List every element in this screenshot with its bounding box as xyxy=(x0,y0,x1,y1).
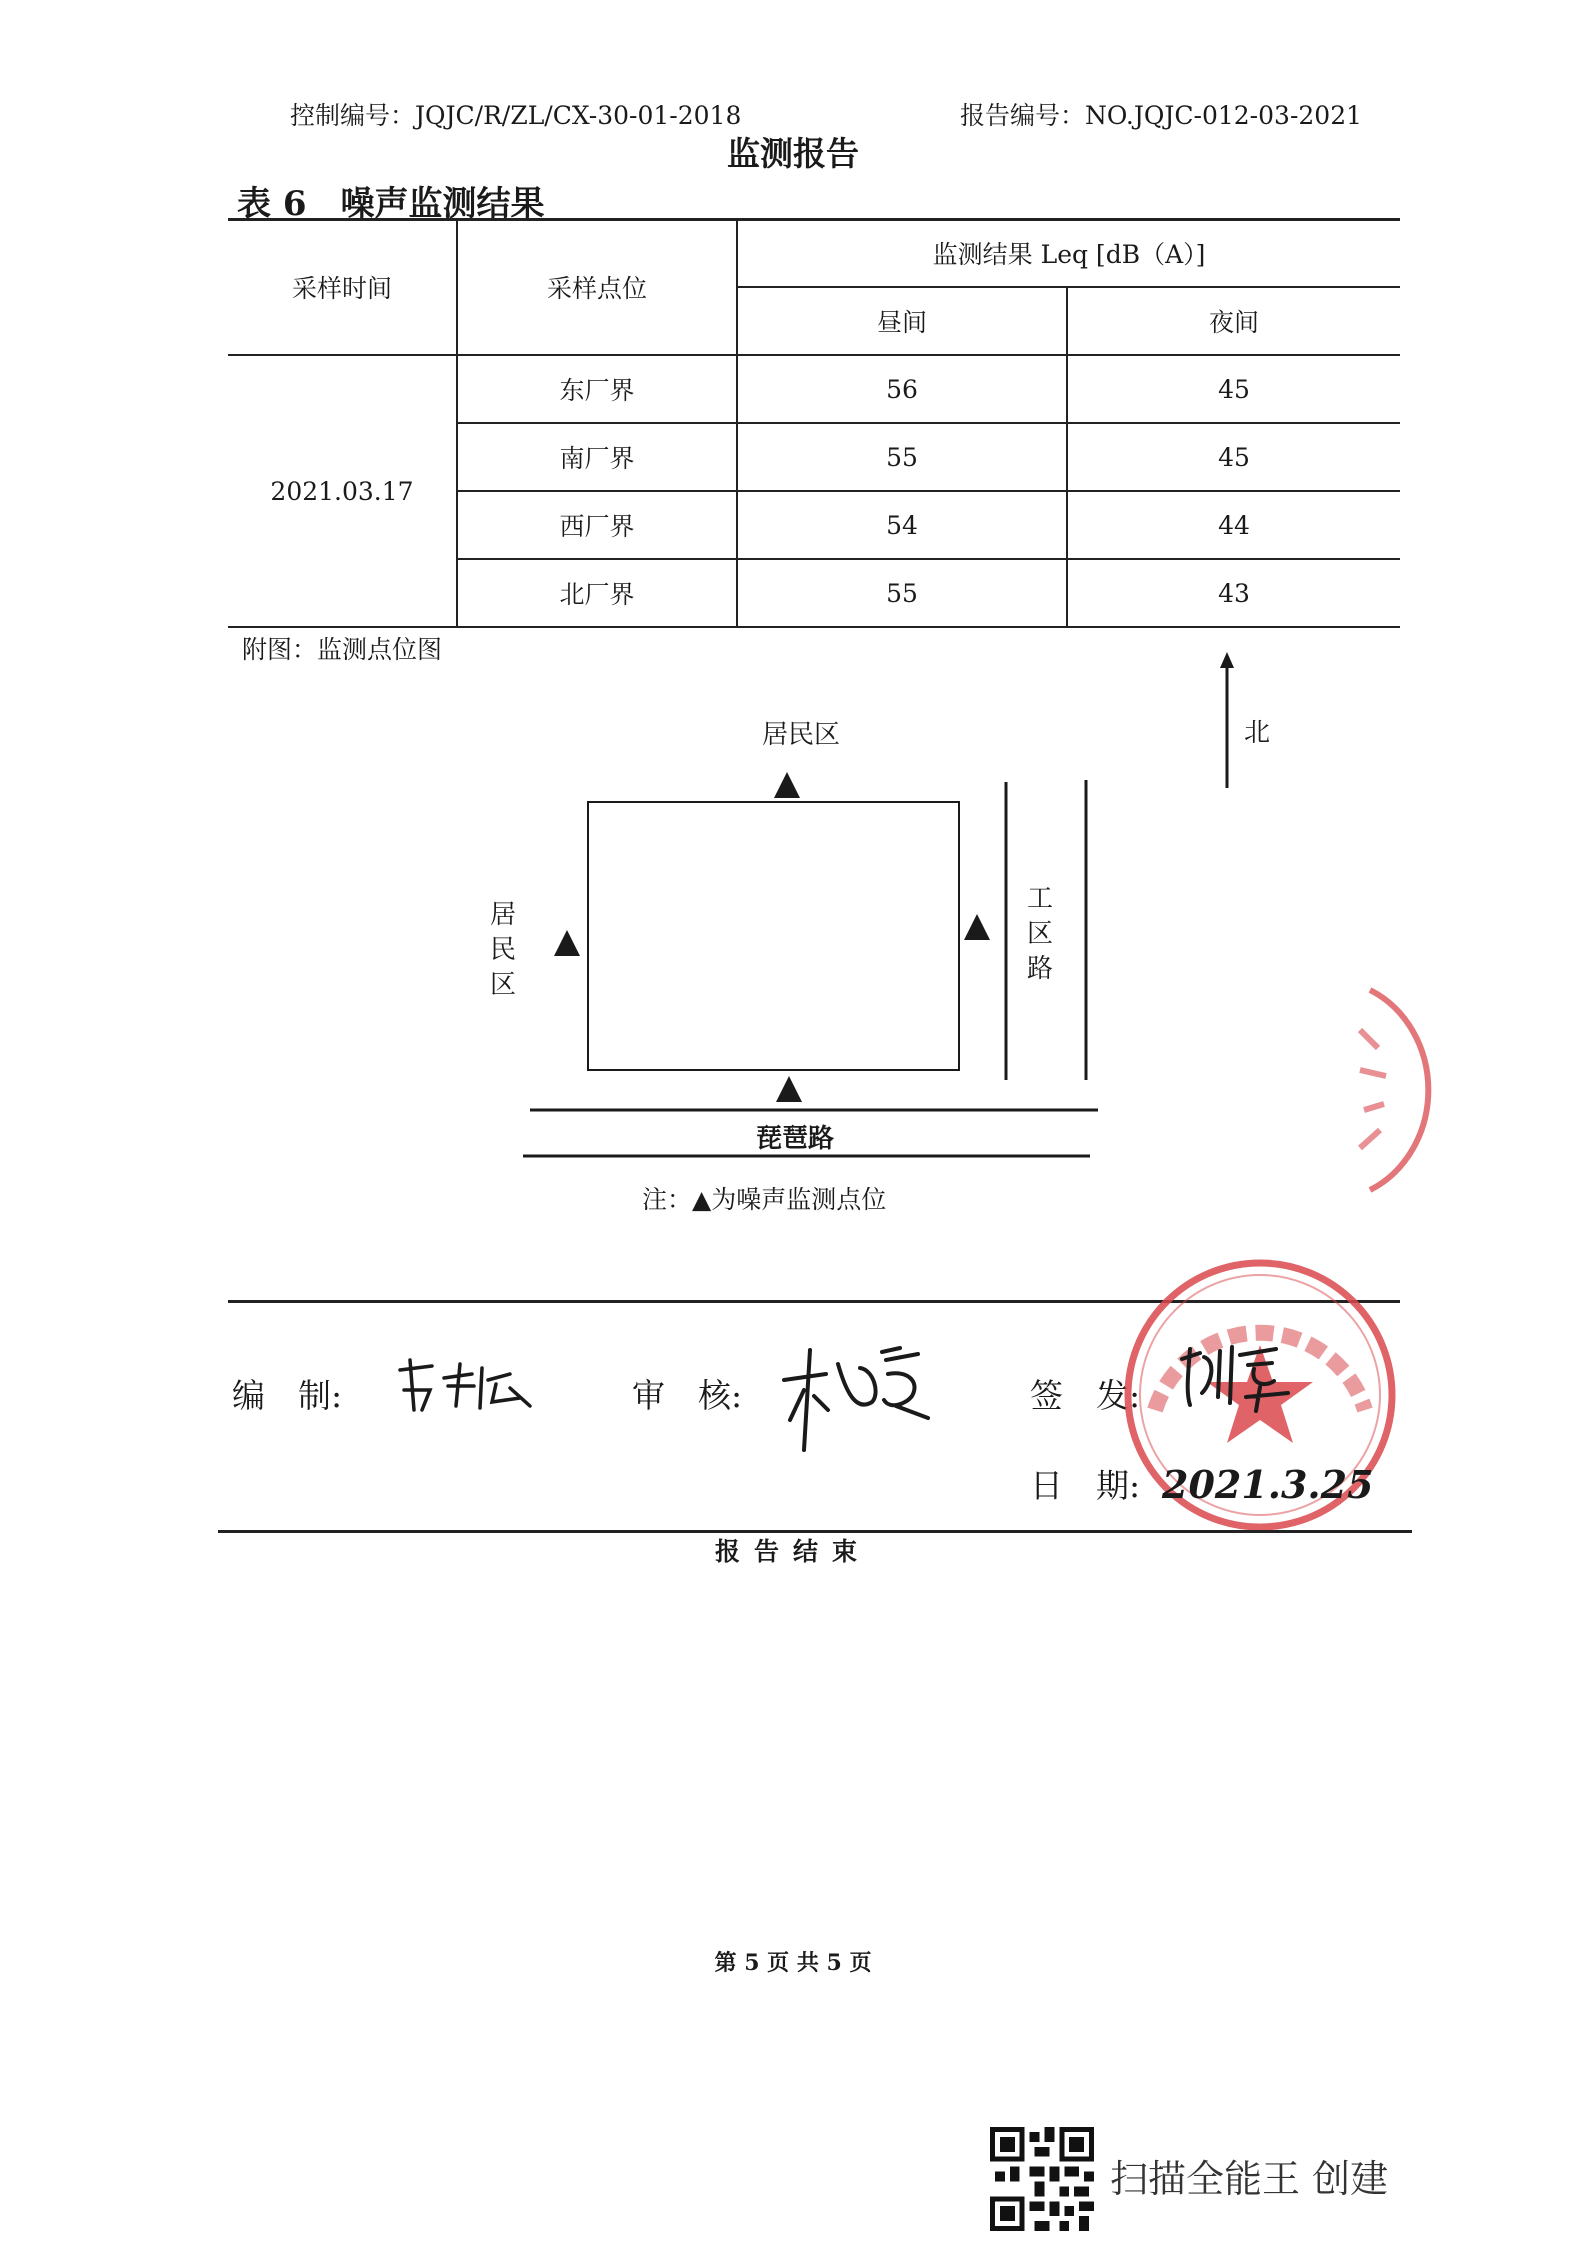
day-value: 55 xyxy=(737,559,1067,627)
day-value: 56 xyxy=(737,355,1067,423)
col-header-result: 监测结果 Leq [dB（A）] xyxy=(737,220,1400,287)
night-value: 44 xyxy=(1067,491,1400,559)
scanner-credit: 扫描全能王 创建 xyxy=(1110,2157,1389,2201)
top-area-label: 居民区 xyxy=(762,720,841,750)
monitoring-point-west xyxy=(554,930,580,956)
point-cell: 西厂界 xyxy=(457,491,737,559)
report-number: 报告编号：NO.JQJC-012-03-2021 xyxy=(960,101,1363,130)
south-road-label: 琵琶路 xyxy=(756,1124,835,1154)
point-cell: 南厂界 xyxy=(457,423,737,491)
date-label: 日 期: xyxy=(1030,1466,1141,1505)
monitoring-point-south xyxy=(776,1076,802,1102)
monitoring-point-north xyxy=(774,772,800,798)
col-header-day: 昼间 xyxy=(737,287,1067,355)
approver-signature xyxy=(1176,1335,1306,1415)
day-value: 54 xyxy=(737,491,1067,559)
map-note: 注：▲为噪声监测点位 xyxy=(642,1185,887,1214)
monitoring-point-east xyxy=(964,914,990,940)
night-value: 45 xyxy=(1067,355,1400,423)
report-title: 监测报告 xyxy=(727,134,859,173)
prepared-signature xyxy=(392,1350,542,1420)
table-name: 噪声监测结果 xyxy=(340,184,545,224)
reviewer-signature xyxy=(780,1340,940,1460)
east-road-label: 工 区 路 xyxy=(1026,884,1053,984)
night-value: 45 xyxy=(1067,423,1400,491)
col-header-time: 采样时间 xyxy=(228,220,457,355)
qr-code-icon xyxy=(990,2127,1094,2231)
col-header-point: 采样点位 xyxy=(457,220,737,355)
report-end: 报告结束 xyxy=(714,1537,871,1566)
svg-text:2021.3.25: 2021.3.25 xyxy=(1162,1462,1374,1507)
point-cell: 北厂界 xyxy=(457,559,737,627)
col-header-night: 夜间 xyxy=(1067,287,1400,355)
approved-by-label: 签 发: xyxy=(1030,1376,1141,1415)
partial-seal-icon xyxy=(1330,980,1470,1200)
night-value: 43 xyxy=(1067,559,1400,627)
table-number: 表 6 xyxy=(237,184,307,224)
factory-boundary xyxy=(588,802,959,1070)
sampling-date: 2021.03.17 xyxy=(228,355,457,627)
control-number: 控制编号：JQJC/R/ZL/CX-30-01-2018 xyxy=(290,101,742,130)
left-area-label: 居 民 区 xyxy=(489,900,516,1000)
signoff-date-handwriting xyxy=(1158,1456,1378,1516)
map-caption: 附图：监测点位图 xyxy=(242,635,443,664)
north-label: 北 xyxy=(1244,718,1271,748)
prepared-by-label: 编 制: xyxy=(232,1376,343,1415)
reviewed-by-label: 审 核: xyxy=(632,1376,743,1415)
point-cell: 东厂界 xyxy=(457,355,737,423)
day-value: 55 xyxy=(737,423,1067,491)
page-number: 第 5 页 共 5 页 xyxy=(714,1950,872,1976)
